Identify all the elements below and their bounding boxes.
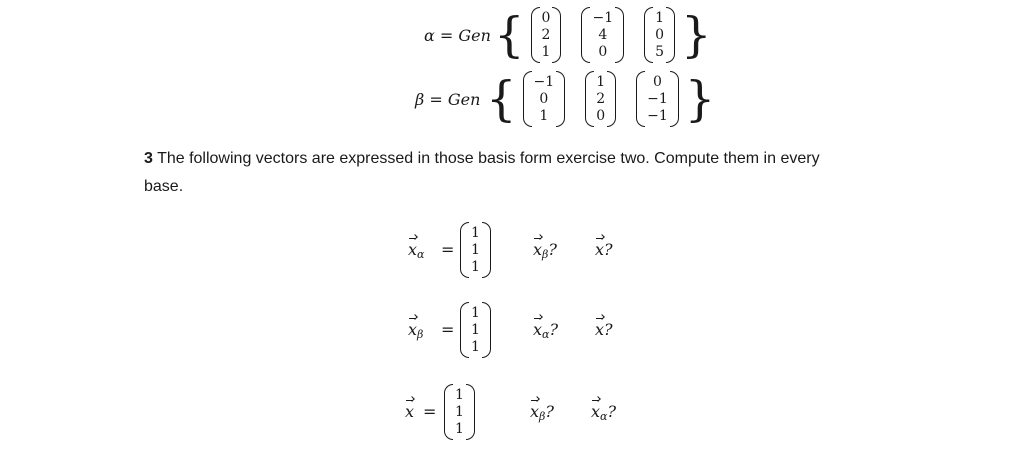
vector-entry: 2 bbox=[596, 90, 606, 107]
vector-entry: 1 bbox=[541, 43, 551, 60]
alpha-vector-1 bbox=[531, 7, 562, 63]
row1-lhs bbox=[408, 240, 424, 261]
vector-entry: 0 bbox=[596, 107, 606, 124]
vector-entry: 1 bbox=[455, 420, 464, 437]
vector-entry: 0 bbox=[541, 9, 551, 26]
exercise-statement bbox=[144, 150, 1004, 168]
vector-entry: 0 bbox=[598, 43, 608, 60]
vector-symbol: x bbox=[405, 402, 415, 421]
vector-entry: 1 bbox=[471, 258, 480, 275]
exercise-text-line1: The following vectors are expressed in those basis form exercise two. Compute them in every bbox=[157, 150, 820, 167]
vector-entry: 1 bbox=[471, 304, 480, 321]
vector-entry: 0 bbox=[652, 73, 662, 90]
beta-vector-2 bbox=[585, 71, 616, 127]
alpha-basis-set bbox=[494, 4, 712, 66]
vector-entry: 1 bbox=[655, 9, 665, 26]
open-brace: { bbox=[494, 7, 525, 63]
vector-entry: −1 bbox=[647, 107, 668, 124]
row2-ask-1: $x_\alpha$? bbox=[533, 320, 559, 341]
subscript: β bbox=[417, 328, 424, 341]
close-brace: } bbox=[681, 7, 712, 63]
close-brace: } bbox=[684, 71, 716, 127]
exercise-text-line2: base. bbox=[144, 178, 184, 195]
vector-entry: 2 bbox=[541, 26, 551, 43]
vector-entry: 0 bbox=[539, 90, 549, 107]
alpha-vector-3 bbox=[644, 7, 675, 63]
row3-ask-1: $x_\beta$? bbox=[530, 402, 554, 423]
vector-entry: 1 bbox=[455, 386, 464, 403]
vector-entry: 1 bbox=[471, 338, 480, 355]
beta-label-text: β = Gen bbox=[415, 89, 481, 109]
row1-equals: = bbox=[441, 240, 455, 259]
vector-entry: −1 bbox=[592, 9, 614, 26]
row3-ask-2: $x_\alpha$? bbox=[591, 402, 617, 423]
vector-entry: 1 bbox=[455, 403, 464, 420]
alpha-label bbox=[424, 20, 491, 50]
vector-entry: −1 bbox=[647, 90, 668, 107]
row1-ask-1: $x_\beta$? bbox=[533, 240, 557, 261]
vector-entry: 1 bbox=[539, 107, 549, 124]
subscript: α bbox=[417, 248, 425, 261]
vector-symbol: x bbox=[408, 320, 418, 339]
row1-ask-2: x? bbox=[595, 240, 613, 259]
row2-vector bbox=[454, 302, 497, 362]
beta-vector-3 bbox=[636, 71, 679, 127]
beta-basis-set bbox=[486, 68, 715, 130]
row1-vector bbox=[454, 222, 497, 282]
vector-entry: 1 bbox=[471, 224, 480, 241]
vector-entry: 1 bbox=[471, 321, 480, 338]
beta-vector-1 bbox=[523, 71, 566, 127]
row2-ask-2: x? bbox=[595, 320, 613, 339]
row3-lhs bbox=[405, 402, 414, 421]
vector-entry: −1 bbox=[533, 73, 555, 90]
row2-equals: = bbox=[441, 320, 455, 339]
open-brace: { bbox=[486, 71, 517, 127]
vector-entry: 4 bbox=[598, 26, 608, 43]
exercise-number: 3 bbox=[144, 150, 153, 167]
row2-lhs bbox=[408, 320, 423, 341]
vector-symbol: x bbox=[408, 240, 418, 259]
vector-entry: 1 bbox=[596, 73, 606, 90]
vector-entry: 1 bbox=[471, 241, 480, 258]
beta-label bbox=[415, 84, 480, 114]
alpha-label-text: α = Gen bbox=[424, 25, 491, 45]
vector-entry: 0 bbox=[655, 26, 665, 43]
row3-equals: = bbox=[423, 402, 437, 421]
alpha-vector-2 bbox=[581, 7, 624, 63]
row3-vector bbox=[438, 384, 481, 444]
vector-entry: 5 bbox=[655, 43, 665, 60]
